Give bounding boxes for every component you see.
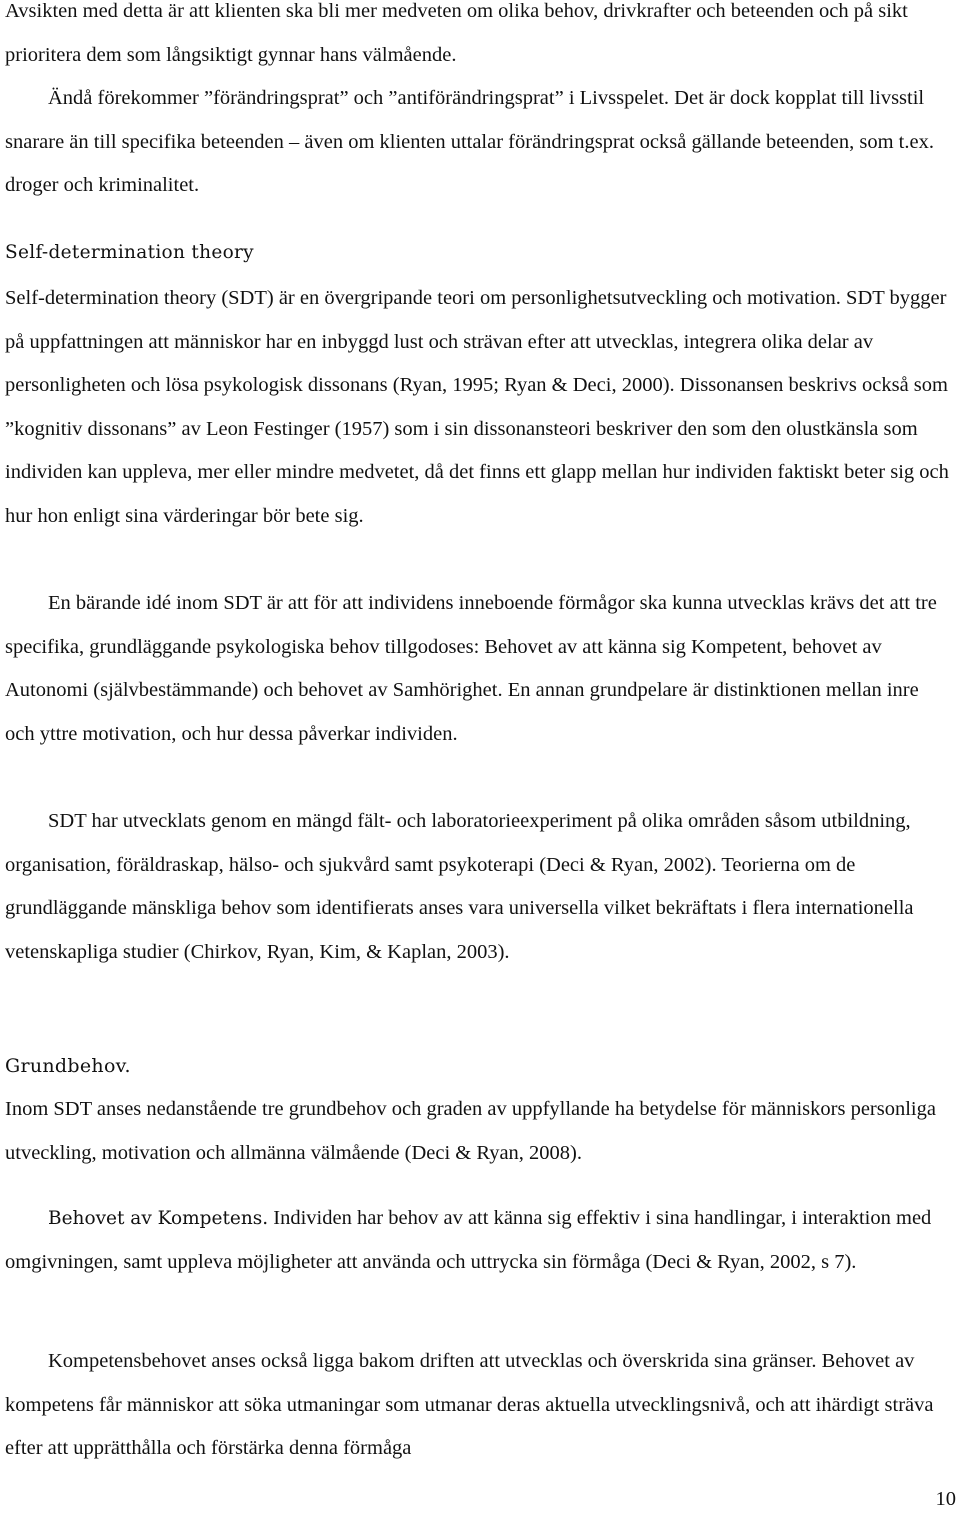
paragraph-kompetens	[5, 1197, 950, 1284]
heading-grundbehov: Grundbehov.	[5, 1055, 131, 1077]
heading-kompetens: Behovet av Kompetens.	[48, 1208, 269, 1229]
paragraph-grundbehov: Inom SDT anses nedanstående tre grundbehov och graden av uppfyllande ha betydelse för människors personliga utveckling, motivation och allmänna välmående (Deci & Ryan, 2008).	[5, 1098, 936, 1164]
paragraph-sdt-intro: Self-determination theory (SDT) är en övergripande teori om personlighetsutveckling och motivation. SDT bygger på uppfattningen att människor har en inbyggd lust och strävan efter att utvecklas, integrera olika delar av personligheten och lösa psykologisk dissonans (Ryan, 1995; Ryan & Deci, 2000). Dissonansen beskrivs också som ”kognitiv dissonans” av Leon Festinger (1957) som i sin dissonansteori beskriver den som den olustkänsla som individen kan uppleva, mer eller mindre medvetet, då det finns ett glapp mellan hur individen faktiskt beter sig och hur hon enligt sina värderingar bör bete sig.	[5, 287, 949, 527]
paragraph-kompetensbehov: Kompetensbehovet anses också ligga bakom driften att utvecklas och överskrida sina gränser. Behovet av kompetens får människor att söka utmaningar som utmanar deras aktuella utvecklingsnivå, och att ihärdigt sträva efter att upprätthålla och förstärka denna förmåga	[5, 1350, 934, 1460]
paragraph-livsspelet: Ändå förekommer ”förändringsprat” och ”antiförändringsprat” i Livsspelet. Det är dock kopplat till livsstil snarare än till specifika beteenden – även om klienten uttalar förändringsprat också gällande beteenden, som t.ex. droger och kriminalitet.	[5, 87, 934, 197]
paragraph-sdt-needs: En bärande idé inom SDT är att för att individens inneboende förmågor ska kunna utvecklas krävs det att tre specifika, grundläggande psykologiska behov tillgodoses: Behovet av att känna sig Kompetent, behovet av Autonomi (självbestämmande) och behovet av Samhörighet. En annan grundpelare är distinktionen mellan inre och yttre motivation, och hur dessa påverkar individen.	[5, 592, 937, 745]
heading-sdt: Self-determination theory	[5, 242, 254, 263]
paragraph-intro: Avsikten med detta är att klienten ska bli mer medveten om olika behov, drivkrafter och beteenden och på sikt prioritera dem som långsiktigt gynnar hans välmående.	[5, 0, 908, 66]
page-number: 10	[935, 1488, 956, 1510]
paragraph-kompetens-text: Individen har behov av att känna sig effektiv i sina handlingar, i interaktion med omgivningen, samt uppleva möjligheter att använda och uttrycka sin förmåga (Deci & Ryan, 2002, s 7).	[5, 1207, 932, 1273]
paragraph-sdt-research: SDT har utvecklats genom en mängd fält- och laboratorieexperiment på olika områden såsom utbildning, organisation, föräldraskap, hälso- och sjukvård samt psykoterapi (Deci & Ryan, 2002). Teorierna om de grundläggande mänskliga behov som identifierats anses vara universella vilket bekräftats i flera internationella vetenskapliga studier (Chirkov, Ryan, Kim, & Kaplan, 2003).	[5, 810, 914, 963]
